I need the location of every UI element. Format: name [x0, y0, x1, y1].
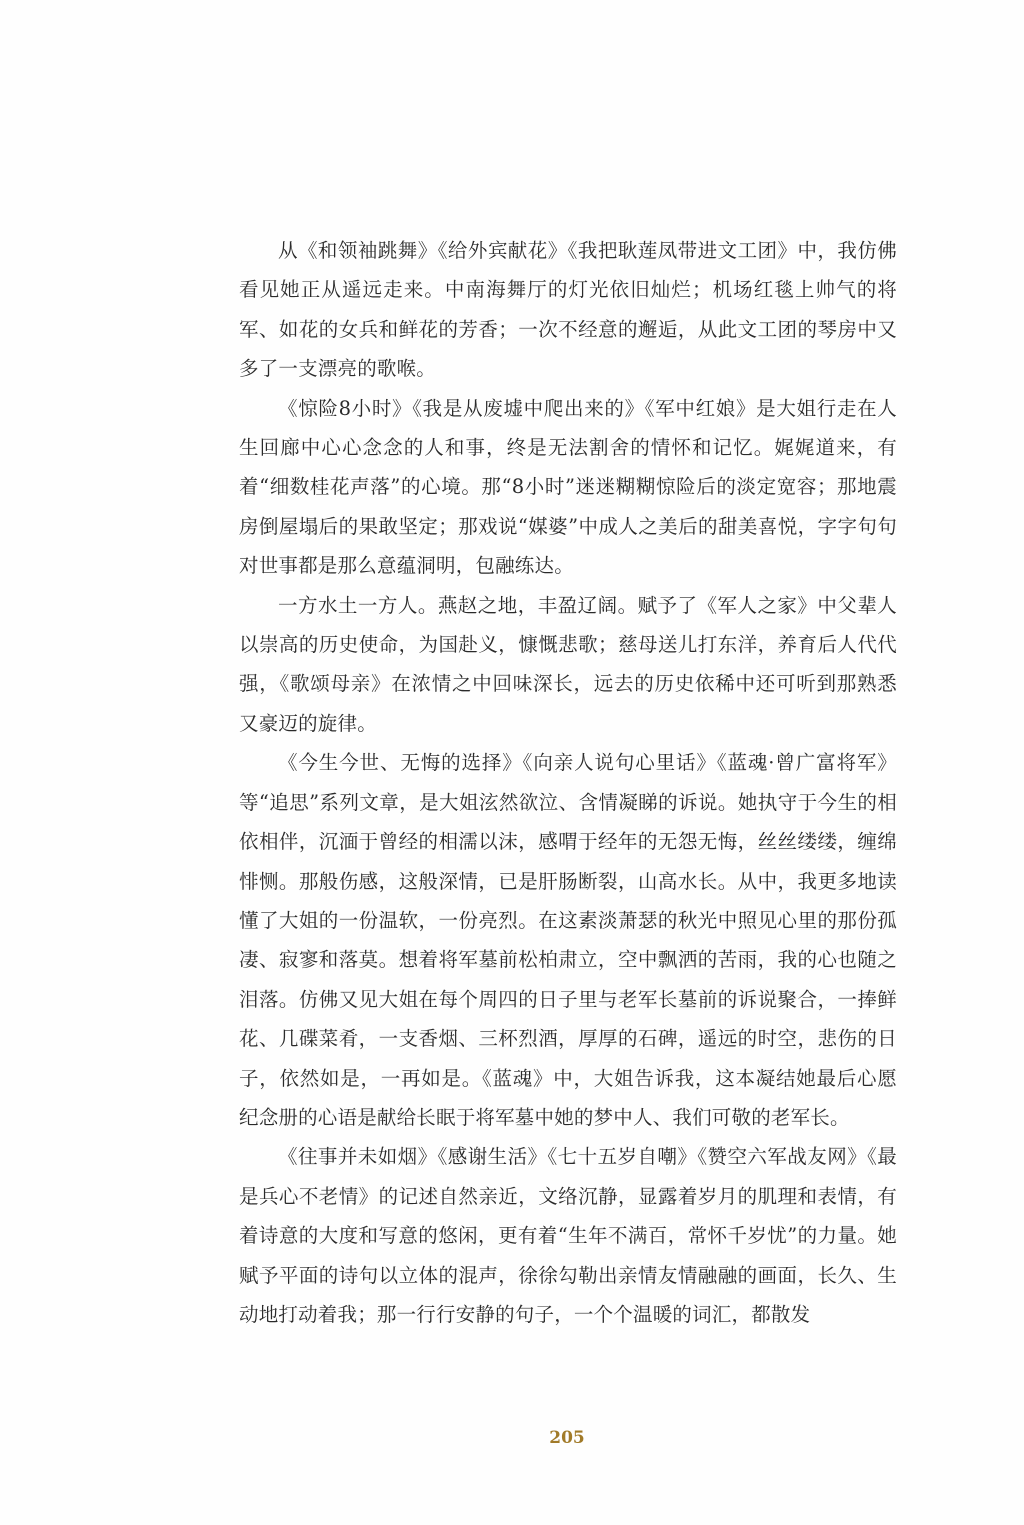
paragraph-2: 《惊险8小时》《我是从废墟中爬出来的》《军中红娘》是大姐行走在人生回廊中心心念念的人和事，终是无法割舍的情怀和记忆。娓娓道来，有着“细数桂花声落”的心境。那“8小时”迷迷糊糊惊险后的淡定宽容；那地震房倒屋塌后的果敢坚定；那戏说“媒婆”中成人之美后的甜美喜悦，字字句句对世事都是那么意蕴洞明，包融练达。 — [239, 396, 897, 578]
body-text — [239, 231, 897, 1334]
paragraph-4: 《今生今世、无悔的选择》《向亲人说句心里话》《蓝魂·曾广富将军》等“追思”系列文章，是大姐泫然欲泣、含情凝睇的诉说。她执守于今生的相依相伴，沉湎于曾经的相濡以沫，感喟于经年的无怨无悔，丝丝缕缕，缠绵悱恻。那般伤感，这般深情，已是肝肠断裂，山高水长。从中，我更多地读懂了大姐的一份温软，一份亮烈。在这素淡萧瑟的秋光中照见心里的那份孤凄、寂寥和落莫。想着将军墓前松柏肃立，空中飘洒的苦雨，我的心也随之泪落。仿佛又见大姐在每个周四的日子里与老军长墓前的诉说聚合，一捧鲜花、几碟菜肴，一支香烟、三杯烈酒，厚厚的石碑，遥远的时空，悲伤的日子，依然如是，一再如是。《蓝魂》中，大姐告诉我，这本凝结她最后心愿纪念册的心语是献给长眠于将军墓中她的梦中人、我们可敬的老军长。 — [239, 751, 897, 1129]
paragraph-5: 《往事并未如烟》《感谢生活》《七十五岁自嘲》《赞空六军战友网》《最是兵心不老情》的记述自然亲近，文络沉静，显露着岁月的肌理和表情，有着诗意的大度和写意的悠闲，更有着“生年不满百，常怀千岁忧”的力量。她赋予平面的诗句以立体的混声，徐徐勾勒出亲情友情融融的画面，长久、生动地打动着我；那一行行安静的句子，一个个温暖的词汇，都散发 — [239, 1145, 897, 1326]
paragraph-3: 一方水土一方人。燕赵之地，丰盈辽阔。赋予了《军人之家》中父辈人以崇高的历史使命，为国赴义，慷慨悲歌；慈母送儿打东洋，养育后人代代强，《歌颂母亲》在浓情之中回味深长，远去的历史依稀中还可听到那熟悉又豪迈的旋律。 — [239, 593, 897, 735]
paragraph-1: 从《和领袖跳舞》《给外宾献花》《我把耿莲凤带进文工团》中，我仿佛看见她正从遥远走来。中南海舞厅的灯光依旧灿烂；机场红毯上帅气的将军、如花的女兵和鲜花的芳香；一次不经意的邂逅，从此文工团的琴房中又多了一支漂亮的歌喉。 — [239, 239, 897, 381]
page-number: 205 — [549, 1428, 585, 1448]
